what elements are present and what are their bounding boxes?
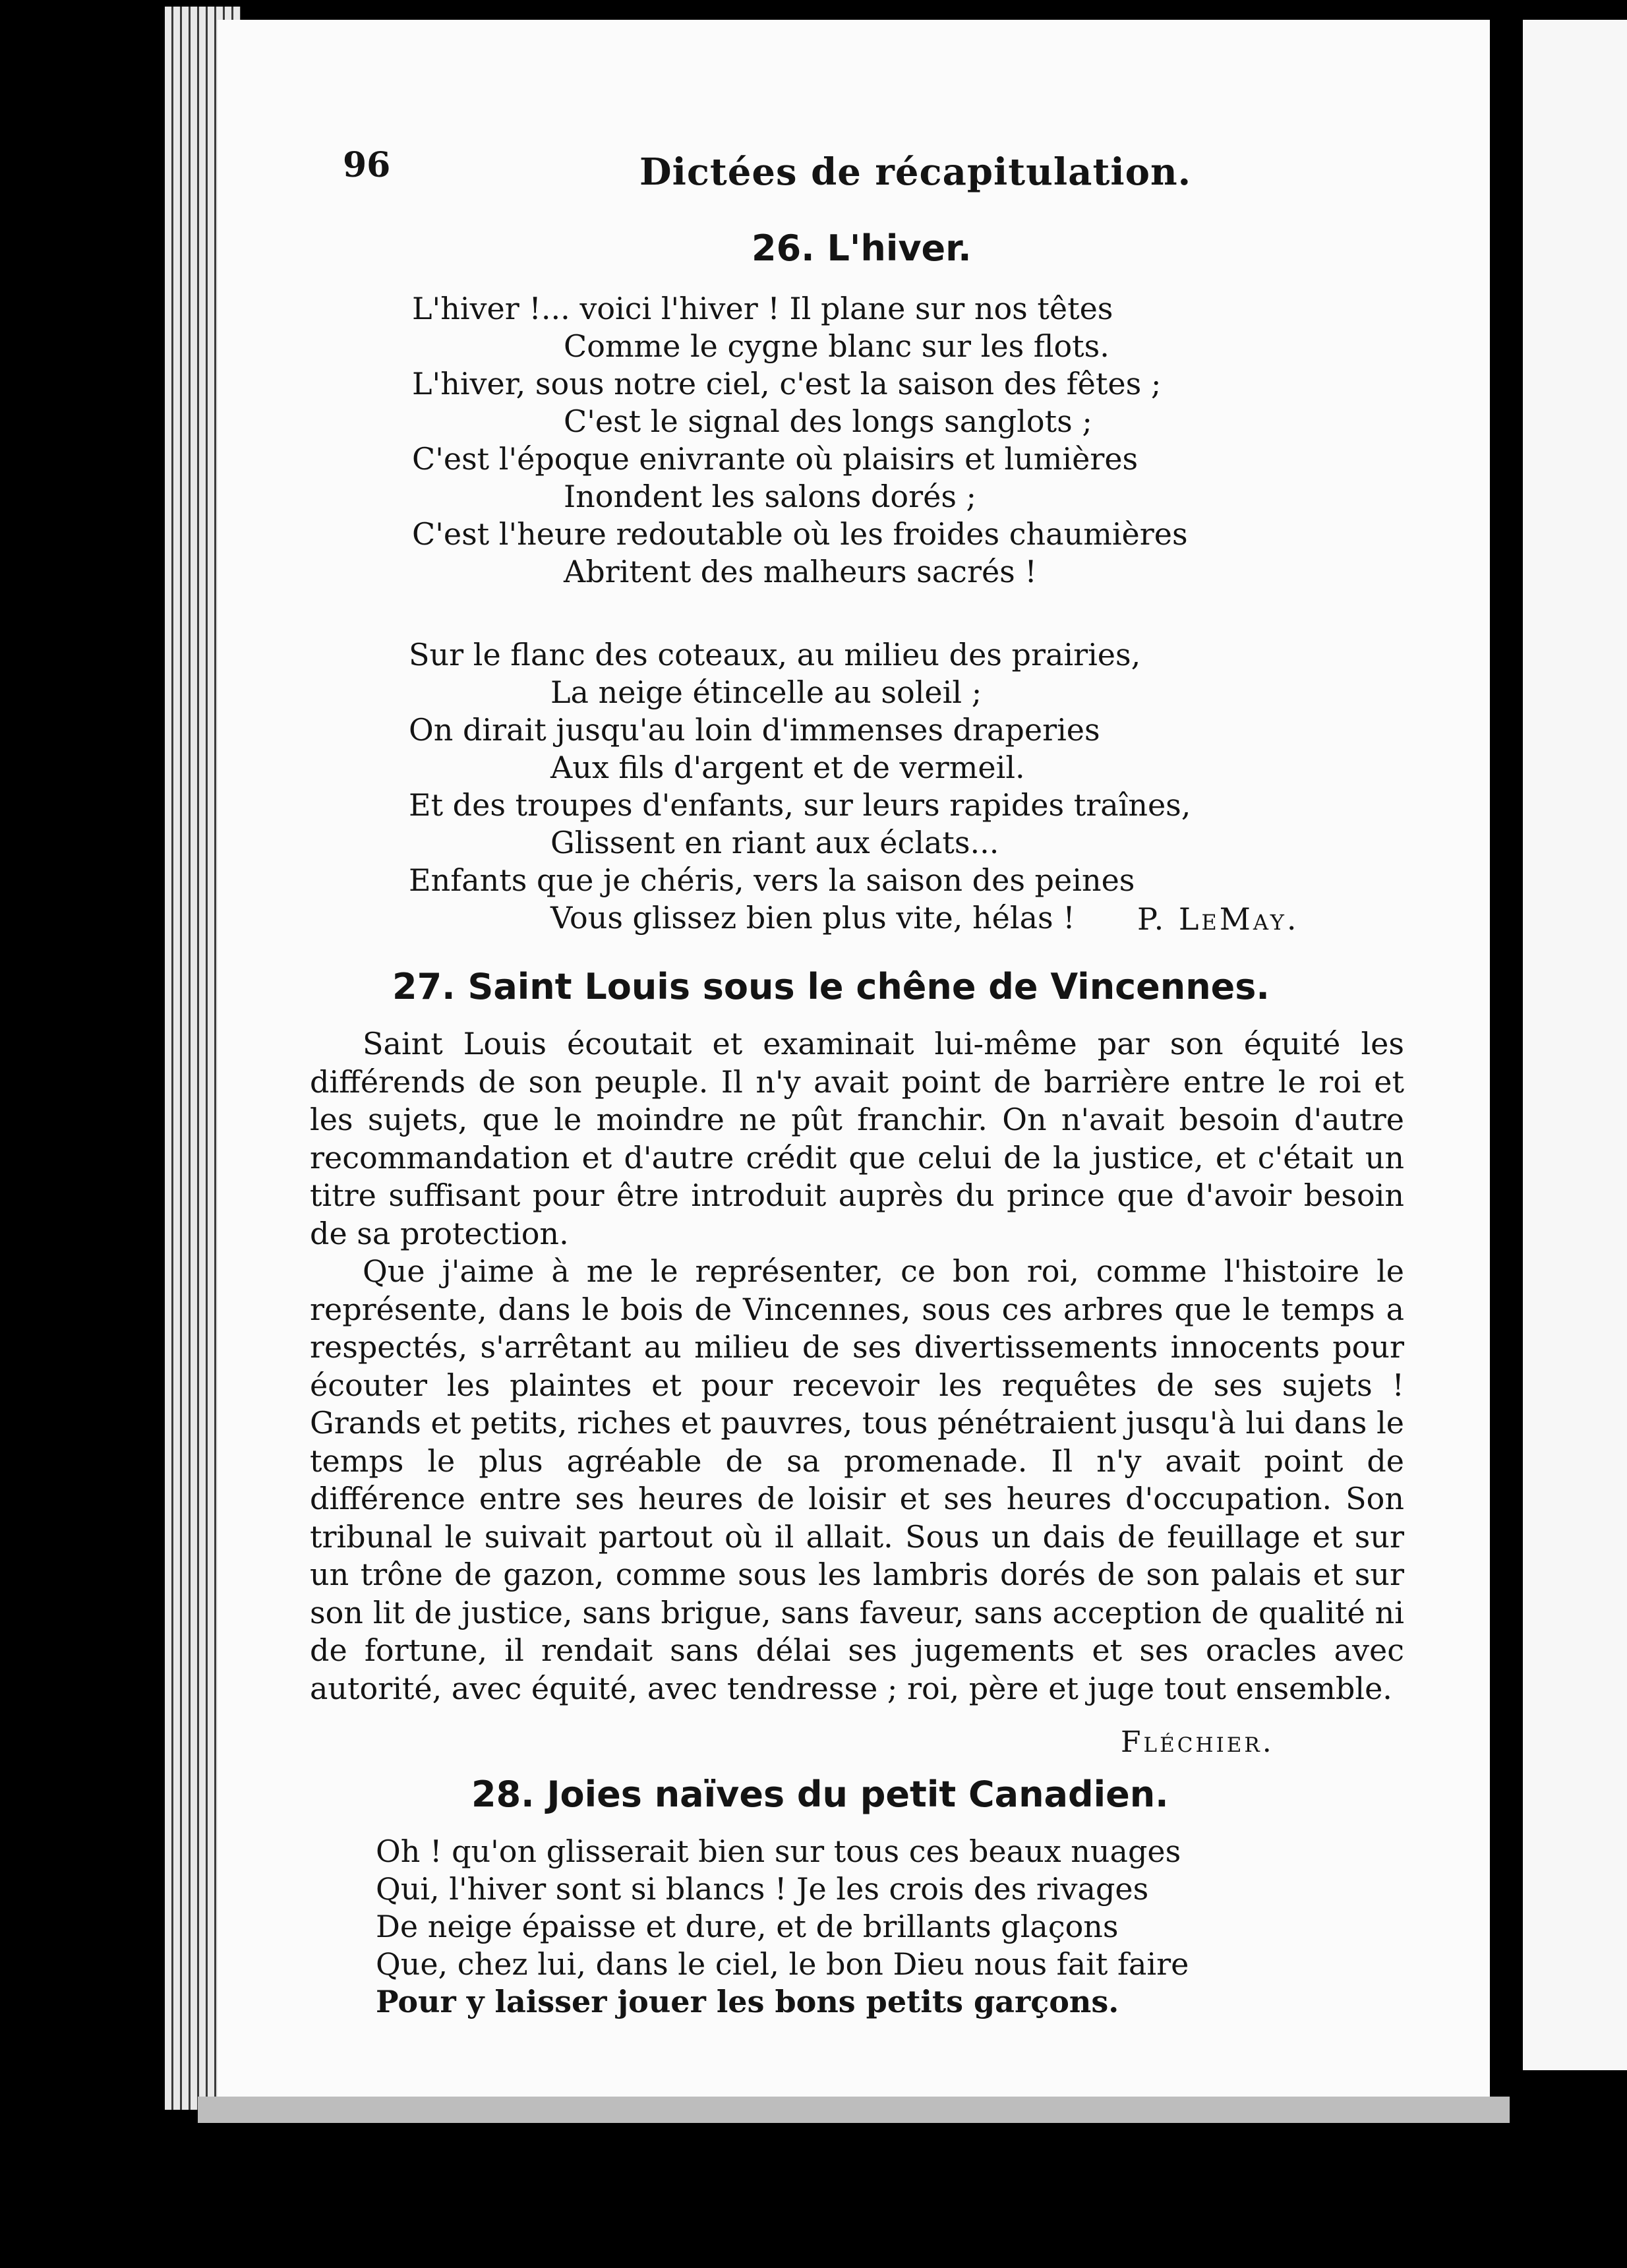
poem-line: La neige étincelle au soleil ; [550, 674, 982, 710]
poem-line: Abritent des malheurs sacrés ! [564, 554, 1037, 589]
poem-stanza-2 [409, 636, 1191, 937]
poem-line: Sur le flanc des coteaux, au milieu des prairies, [409, 637, 1141, 672]
poem-line: C'est l'heure redoutable où les froides chaumières [412, 516, 1188, 552]
running-head: Dictées de récapitulation. [639, 150, 1192, 194]
page-number: 96 [343, 145, 391, 185]
poem-line: De neige épaisse et dure, et de brillants glaçons [376, 1909, 1119, 1944]
paragraph: Que j'aime à me le représenter, ce bon roi, comme l'histoire le représente, dans le bois de Vincennes, sous ces arbres que le temps a respectés, s'arrêtant au milieu de ses divertissements innocents pour écouter les plaintes et pour recevoir les requêtes de ses sujets ! Grands et petits, riches et pauvres, tous pénétraient jusqu'à lui dans le temps le plus agréable de sa promenade. Il n'y avait point de différence entre ses heures de loisir et ses heures d'occupation. Son tribunal le suivait partout où il allait. Sous un dais de feuillage et sur un trône de gazon, comme sous les lambris dorés de son palais et sur son lit de justice, sans brigue, sans faveur, sans acception de qualité ni de fortune, il rendait sans délai ses jugements et ses oracles avec autorité, avec équité, avec tendresse ; roi, père et juge tout ensemble. [310, 1253, 1404, 1706]
section-28-title: 28. Joies naïves du petit Canadien. [471, 1774, 1169, 1815]
poem-line: Et des troupes d'enfants, sur leurs rapides traînes, [409, 787, 1191, 823]
prose-body [310, 1025, 1404, 1708]
book-bottom-edge [198, 2097, 1510, 2123]
poem-line: L'hiver, sous notre ciel, c'est la saison des fêtes ; [412, 366, 1162, 402]
poem-line: Pour y laisser jouer les bons petits garçons. [376, 1984, 1119, 2019]
poem-line: L'hiver !... voici l'hiver ! Il plane sur nos têtes [412, 291, 1113, 326]
poem-line: Que, chez lui, dans le ciel, le bon Dieu nous fait faire [376, 1946, 1189, 1982]
poem-line: Glissent en riant aux éclats... [550, 825, 999, 860]
facing-page-edge [1523, 20, 1627, 2070]
poem-line: Aux fils d'argent et de vermeil. [550, 750, 1025, 785]
poem-line: C'est l'époque enivrante où plaisirs et lumières [412, 441, 1139, 477]
poem-line: Oh ! qu'on glisserait bien sur tous ces beaux nuages [376, 1834, 1181, 1869]
poem-line: Comme le cygne blanc sur les flots. [564, 328, 1109, 364]
section-26-title: 26. L'hiver. [752, 227, 972, 269]
poem-line: Enfants que je chéris, vers la saison des peines [409, 862, 1135, 898]
poem-stanza [376, 1833, 1189, 2021]
paragraph: Saint Louis écoutait et examinait lui-même par son équité les différends de son peuple. Il n'y avait point de barrière entre le roi et les sujets, que le moindre ne pût franchir. On n'avait besoin d'autre recommandation et d'autre crédit que celui de la justice, et c'était un titre suffisant pour être introduit auprès du prince que d'avoir besoin de sa protection. [310, 1026, 1404, 1251]
section-27-title: 27. Saint Louis sous le chêne de Vincennes. [392, 966, 1270, 1007]
poem-line: On dirait jusqu'au loin d'immenses draperies [409, 712, 1100, 748]
poem-line: C'est le signal des longs sanglots ; [564, 403, 1092, 439]
author-attribution: P. LeMay. [1137, 901, 1299, 937]
poem-line: Vous glissez bien plus vite, hélas ! [550, 900, 1075, 936]
poem-line: Qui, l'hiver sont si blancs ! Je les crois des rivages [376, 1871, 1149, 1907]
author-attribution: Fléchier. [1121, 1725, 1274, 1759]
poem-line: Inondent les salons dorés ; [564, 479, 977, 514]
poem-stanza-1 [412, 290, 1188, 591]
